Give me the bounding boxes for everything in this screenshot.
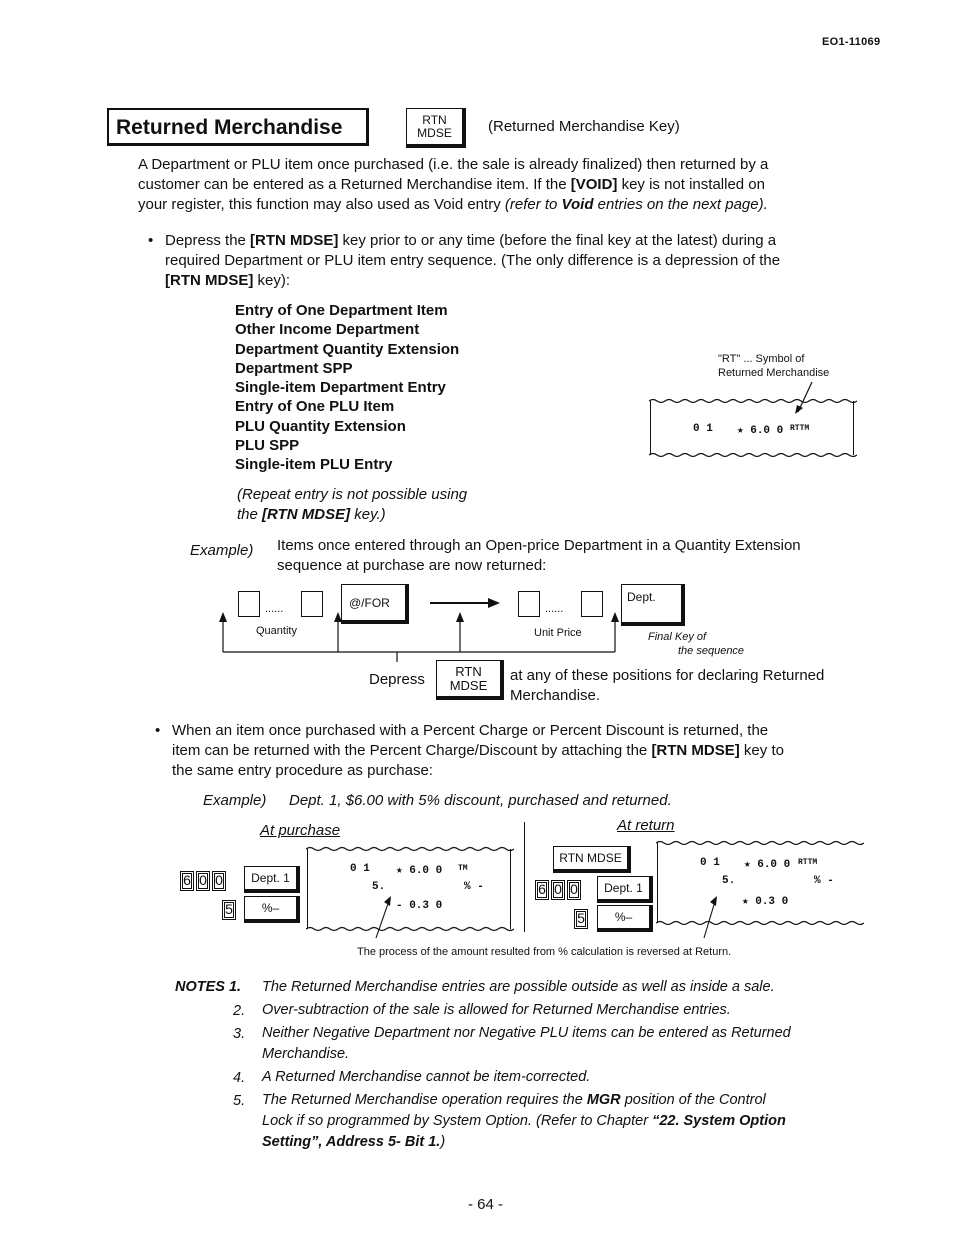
repeat-note-line1: (Repeat entry is not possible using [237, 486, 468, 503]
note-number-4: 4. [233, 1070, 246, 1086]
note-3: Neither Negative Department nor Negative PLU items can be entered as Returned Merchandise. [262, 1025, 791, 1062]
bullet1-line-2: required Department or PLU item entry sequence. (The only difference is a depression of the [165, 252, 781, 269]
at-return-heading: At return [617, 817, 675, 834]
key-label-line1: RTN [422, 113, 447, 127]
example2-caption: The process of the amount resulted from % calculation is reversed at Return. [357, 946, 732, 958]
entry-type-item: PLU Quantity Extension [235, 417, 406, 435]
notes-list [262, 977, 862, 1153]
receipt1-amount: ★ 6.0 0 [737, 425, 784, 437]
purchase-qty: 0 1 [350, 863, 370, 875]
dept-key-icon: Dept. [621, 584, 685, 626]
note-5: The Returned Merchandise operation requires the MGR position of the Control Lock if so programmed by System Option. (Refer to Chapter “22. System Option Setting”, Address 5- Bit 1.) [262, 1092, 786, 1150]
bullet1-line-1: • Depress the [RTN MDSE] key prior to or any time (before the final key at the latest) during a [165, 232, 777, 249]
entry-type-item: PLU SPP [235, 437, 300, 455]
note-number-3: 3. [233, 1026, 246, 1042]
digit-key-6: 6 [535, 880, 549, 900]
entry-type-item: Entry of One PLU Item [235, 398, 395, 416]
note-number-5: 5. [233, 1093, 246, 1109]
return-percent: 5. [722, 875, 736, 887]
note-number-2: 2. [233, 1003, 246, 1019]
intro-paragraph [138, 155, 848, 215]
return-qty: 0 1 [700, 857, 720, 869]
digit-key-5: 5 [222, 900, 236, 920]
for-key-icon: @/FOR [341, 584, 409, 624]
at-purchase-heading: At purchase [260, 822, 341, 839]
unit-price-dots: ...... [545, 603, 564, 615]
entry-type-item: Single-item PLU Entry [235, 456, 393, 474]
intro-line-1: A Department or PLU item once purchased (i.e. the sale is already finalized) then returned by a [138, 156, 769, 173]
percent-minus-key-icon: %– [244, 896, 300, 923]
unit-price-label: Unit Price [534, 627, 582, 639]
key-label-line2: MDSE [417, 126, 452, 140]
note-2: Over-subtraction of the sale is allowed for Returned Merchandise entries. [262, 1002, 731, 1018]
digit-key-0: 0 [551, 880, 565, 900]
return-percent-symbol: % - [814, 875, 834, 887]
section-title-box [107, 108, 369, 146]
page-number: - 64 - [468, 1196, 504, 1213]
positions-text: at any of these positions for declaring Returned Merchandise. [510, 667, 825, 704]
entry-type-item: Department Quantity Extension [235, 340, 460, 358]
rt-pointer-arrow-icon [790, 380, 820, 416]
entry-type-item: Other Income Department [235, 321, 420, 339]
example1-text [277, 536, 847, 576]
key-description: (Returned Merchandise Key) [488, 118, 680, 135]
rtn-mdse-key-icon-example: RTN MDSE [436, 660, 504, 700]
entry-type-item: Department SPP [235, 359, 353, 377]
receipt-top-edge [649, 398, 857, 404]
example1-line2: sequence at purchase are now returned: [277, 557, 547, 574]
notes-label: NOTES 1. [175, 979, 242, 995]
example2-label: Example) [203, 792, 267, 809]
caption-pointer-arrows [360, 896, 740, 946]
dept1-key-icon: Dept. 1 [244, 866, 300, 893]
repeat-entry-note [237, 485, 467, 525]
percent-minus-key-icon: %– [597, 905, 653, 932]
final-key-label: Final Key of the sequence [648, 631, 745, 657]
intro-line-2: customer can be entered as a Returned Merchandise item. If the [VOID] key is not installed on [138, 176, 765, 193]
example2-desc: Dept. 1, $6.00 with 5% discount, purchased and returned. [289, 792, 672, 809]
note-1: The Returned Merchandise entries are possible outside as well as inside a sale. [262, 979, 775, 995]
section-title: Returned Merchandise [116, 116, 343, 139]
bullet2-line-1: • When an item once purchased with a Percent Charge or Percent Discount is returned, the [172, 722, 769, 739]
bullet1-line-3: [RTN MDSE] key): [165, 272, 291, 289]
receipt1-qty: 0 1 [693, 423, 713, 435]
purchase-discount: - 0.3 0 [396, 900, 443, 912]
receipt-top-edge [656, 840, 864, 846]
return-symbol: RTTM [798, 858, 818, 867]
rt-symbol-label: "RT" ... Symbol of Returned Merchandise [718, 353, 830, 379]
purchase-amount: ★ 6.0 0 [396, 865, 443, 877]
digit-key-0b: 0 [567, 880, 581, 900]
purchase-percent: 5. [372, 881, 386, 893]
repeat-note-line2: the [RTN MDSE] key.) [237, 506, 386, 523]
purchase-percent-symbol: % - [464, 881, 484, 893]
purchase-digit-keys [180, 871, 228, 891]
receipt1-symbol: RTTM [790, 424, 810, 433]
quantity-dots: ...... [265, 603, 284, 615]
digit-key-0b: 0 [212, 871, 226, 891]
digit-key-5: 5 [574, 909, 588, 929]
document-id: EO1-11069 [822, 36, 881, 48]
bullet2-line-2: item can be returned with the Percent Charge/Discount by attaching the [RTN MDSE] key to [172, 742, 784, 759]
intro-line-3: your register, this function may also used as Void entry (refer to Void entries on the next page). [138, 196, 768, 213]
entry-type-item: Single-item Department Entry [235, 379, 446, 397]
rtn-mdse-wide-key-icon: RTN MDSE [553, 846, 631, 873]
rtn-mdse-key-icon [406, 108, 466, 148]
digit-key-0: 0 [196, 871, 210, 891]
purchase-symbol: TM [458, 864, 468, 873]
right-arrow-icon [430, 597, 502, 609]
purchase-five-key [222, 900, 238, 920]
note-4: A Returned Merchandise cannot be item-corrected. [262, 1069, 591, 1085]
receipt-bottom-edge [649, 452, 857, 458]
return-discount: ★ 0.3 0 [742, 896, 789, 908]
receipt-sample-1 [650, 401, 854, 455]
depress-label: Depress [369, 671, 425, 688]
bullet-rtn-mdse-usage [165, 231, 850, 291]
bullet-percent-return [172, 721, 852, 781]
entry-type-list [235, 301, 459, 475]
receipt-top-edge [306, 846, 514, 852]
example1-line1: Items once entered through an Open-price Department in a Quantity Extension [277, 537, 801, 554]
return-amount: ★ 6.0 0 [744, 859, 791, 871]
digit-key-6: 6 [180, 871, 194, 891]
dept1-key-icon: Dept. 1 [597, 876, 653, 903]
entry-type-item: Entry of One Department Item [235, 302, 448, 319]
quantity-label: Quantity [256, 625, 297, 637]
bullet2-line-3: the same entry procedure as purchase: [172, 762, 433, 779]
example1-label: Example) [190, 542, 254, 559]
